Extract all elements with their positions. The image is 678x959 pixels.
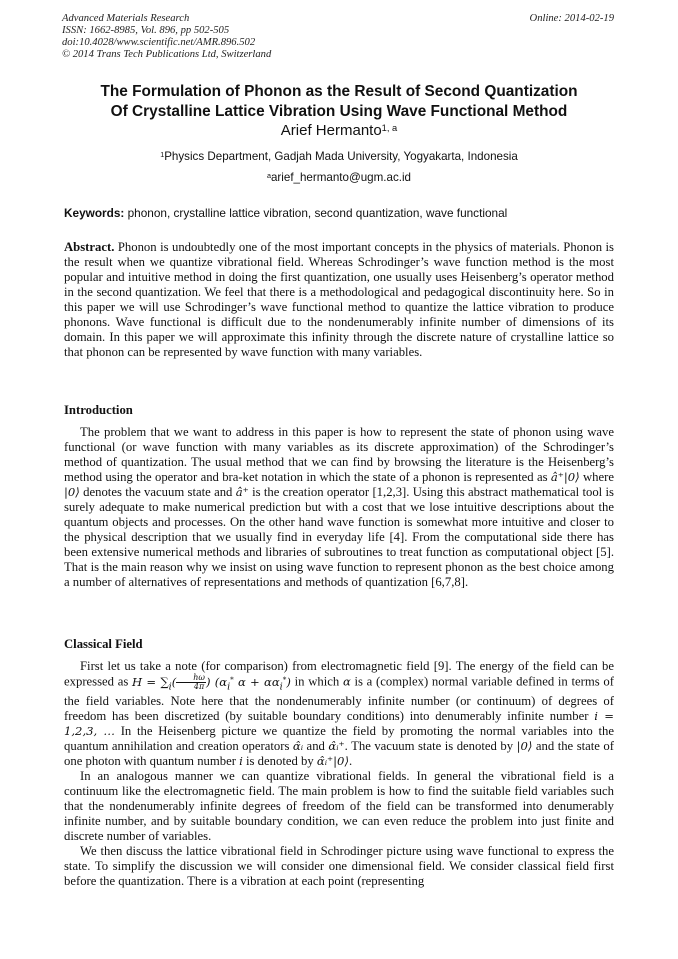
author-name: Arief Hermanto: [280, 122, 382, 139]
text-run: is the creation operator [1,2,3]. Using this abstract mathematical tool is surely adequate to make numerical prediction but with a cost that we lose intuitive descriptions about the quantum objects and processes. On the other hand wave function is somewhat more intuitive and closer to the physical description that we usually find in everyday life [4]. From the computational side there has been extensive numerical methods and libraries of subroutines to treat function as computational object [5]. That is the main reason why we insist on using wave function to represent phonon as the best choice among a number of alternatives of representations and methods of quantization [6,7,8].: [64, 485, 614, 590]
text-run: In the Heisenberg picture we quantize the field by promoting the normal variables into the quantum annihilation and creation operators: [64, 724, 614, 754]
keywords-text: phonon, crystalline lattice vibration, second quantization, wave functional: [124, 206, 508, 220]
math-part: α + αα: [233, 674, 280, 689]
paper-title: [40, 82, 638, 122]
text-run: where: [579, 470, 614, 485]
journal-name: Advanced Materials Research: [62, 13, 190, 24]
math-creation-operator: α̂ᵢ⁺: [328, 739, 345, 754]
classical-field-body: [64, 659, 614, 890]
classical-paragraph-2: In an analogous manner we can quantize vibrational fields. In general the vibrational field is a continuum like the electromagnetic field. The main problem is how to find the suitable field variables such that the nondenumerably infinite degrees of freedom of the field can be transformed into denumerably infinite number, and by suitable boundary condition, we can even reduce the problem into just finite and discrete number of variables.: [64, 769, 614, 844]
email-marker: a: [266, 170, 271, 180]
math-vacuum-state: |0⟩: [516, 739, 533, 754]
affiliation-marker: 1: [160, 149, 165, 159]
keywords-label: Keywords:: [64, 206, 125, 220]
affiliation-text: Physics Department, Gadjah Mada University, Yogyakarta, Indonesia: [164, 150, 518, 163]
author-affil-marker: 1, a: [381, 122, 398, 133]
math-one-photon-state: α̂ᵢ⁺|0⟩: [316, 754, 349, 769]
text-run: .: [348, 754, 353, 769]
math-part: (α: [214, 674, 228, 689]
math-index: i: [239, 754, 243, 769]
author-email: [40, 171, 638, 185]
introduction-paragraph: [64, 425, 614, 591]
journal-header: [62, 13, 271, 61]
email-address[interactable]: arief_hermanto@ugm.ac.id: [270, 171, 411, 184]
copyright-line: © 2014 Trans Tech Publications Ltd, Switzerland: [62, 49, 272, 60]
abstract-text: Phonon is undoubtedly one of the most important concepts in the physics of materials. Phonon is the result when we quantize vibrational field. Whereas Schrodinger’s wave function method is the most popular and intuitive method in doing the first quantization, one usually uses Heisenberg’s operator method in the second quantization. We feel that there is a methodological and pedagogical discontinuity here. So in this paper we will use Schrodinger’s wave functional method to quantize the lattice vibration to produce phonons. Wave functional is difficult due to the nondenumerably infinite number of dimensions of its domain. In this paper we will approximate this infinity through the discrete nature of crystalline lattice so that phonon can be represented by wave function with many variables.: [64, 240, 614, 360]
abstract: [64, 240, 614, 360]
affiliation: [40, 150, 638, 164]
keywords: [64, 206, 507, 220]
text-run: First let us take a note (for comparison) from electromagnetic field [9]. The energy of the field can be expressed as: [64, 659, 614, 689]
section-heading-classical-field: Classical Field: [64, 637, 143, 651]
text-run: The problem that we want to address in this paper is how to represent the state of phonon using wave functional (or wave function with many variables as its discrete approximation) of the Schrodinger’s method of quantization. The usual method that we can find by browsing the literature is the Heisenberg’s method using the operator and bra-ket notation in which the state of a phonon is represented as: [64, 425, 614, 485]
math-vacuum-state: |0⟩: [64, 485, 80, 500]
math-index-range: i = 1,2,3, …: [64, 708, 614, 738]
classical-paragraph-3: We then discuss the lattice vibrational field in Schrodinger picture using wave functional to express the state. To simplify the discussion we will consider one dimensional field. We consider classical field first before the quantization. There is a vibration at each point (representing: [64, 844, 614, 889]
math-creation-operator: â⁺: [235, 485, 249, 500]
math-fraction: [176, 674, 206, 691]
math-annihilation-operator: α̂ᵢ: [292, 739, 304, 754]
text-run: . The vacuum state is denoted by: [344, 739, 517, 754]
text-run: is denoted by: [242, 754, 317, 769]
title-line-2: Of Crystalline Lattice Vibration Using Wave Functional Method: [110, 103, 568, 120]
text-run: and: [303, 739, 329, 754]
text-run: and the state of one photon with quantum number: [64, 739, 615, 769]
classical-paragraph-1: [64, 659, 614, 769]
doi-line: doi:10.4028/www.scientific.net/AMR.896.502: [62, 37, 256, 48]
math-part: ): [286, 674, 291, 689]
math-hamiltonian: $H = \sum_i$( $\frac{h\omega}{4\pi}$ ) ($\alpha_i^*$ $\alpha + \alpha\alpha_i^*$): [132, 673, 291, 692]
online-date: Online: 2014-02-19: [529, 13, 614, 24]
text-run: is a (complex) normal variable defined in terms of the field variables. Note here that the nondenumerably infinite number (or continuum) of degrees of freedom has been discretized (by suitable boundary conditions) into denumerably infinite number: [64, 674, 614, 723]
author: [40, 122, 638, 140]
math-part: H = ∑: [132, 674, 169, 689]
math-part: i: [168, 680, 172, 692]
issn-line: ISSN: 1662-8985, Vol. 896, pp 502-505: [62, 25, 230, 36]
text-run: denotes the vacuum state and: [79, 485, 236, 500]
introduction-body: [64, 425, 614, 591]
abstract-label: Abstract.: [64, 240, 115, 254]
math-creation-state: â⁺|0⟩: [550, 470, 580, 485]
math-alpha: α: [342, 674, 351, 689]
math-numerator: hω: [176, 674, 206, 683]
math-denominator: 4π: [193, 682, 205, 692]
title-line-1: The Formulation of Phonon as the Result of Second Quantization: [100, 83, 578, 100]
text-run: in which: [290, 674, 343, 689]
section-heading-introduction: Introduction: [64, 403, 133, 417]
